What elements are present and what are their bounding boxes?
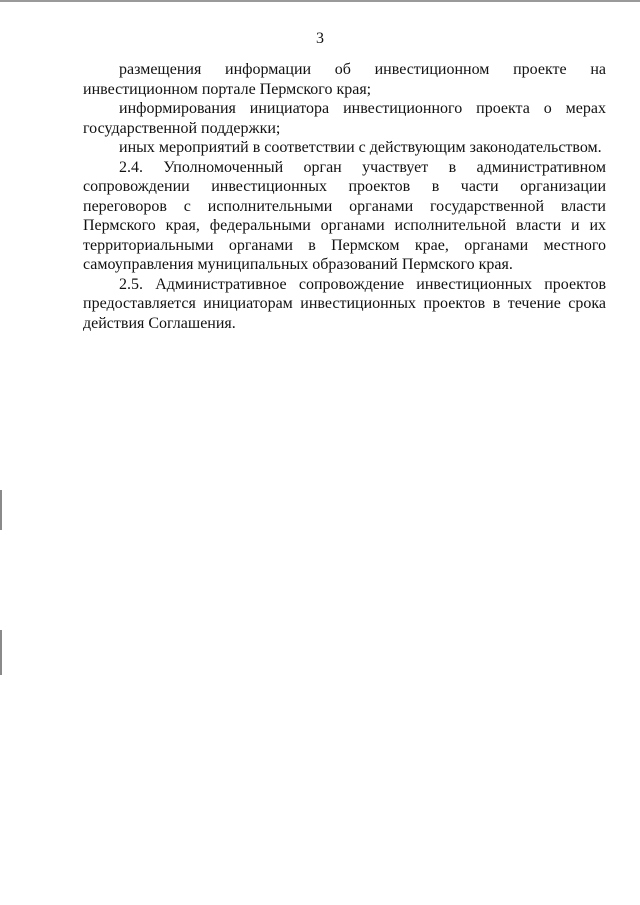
scan-edge-mark [0, 490, 2, 530]
paragraph-state-support: информирования инициатора инвестиционного проекта о мерах государственной поддержки; [83, 100, 606, 137]
document-body [83, 60, 606, 333]
paragraph-clause-2-4: 2.4. Уполномоченный орган участвует в административном сопровождении инвестиционных проектов в части организации переговоров с исполнительными органами государственной власти Пермского края, федеральными органами исполнительной власти и их территориальными органами в Пермском крае, органами местного самоуправления муниципальных образований Пермского края. [83, 158, 606, 273]
paragraph-clause-2-5: 2.5. Административное сопровождение инвестиционных проектов предоставляется инициаторам инвестиционных проектов в течение срока действия Соглашения. [83, 275, 606, 332]
paragraph-portal-info: размещения информации об инвестиционном проекте на инвестиционном портале Пермского края; [83, 61, 606, 98]
page-number: 3 [316, 30, 324, 47]
scan-top-edge [0, 0, 640, 2]
paragraph-other-measures: иных мероприятий в соответствии с действующим законодательством. [119, 139, 602, 156]
scan-edge-mark [0, 630, 2, 675]
